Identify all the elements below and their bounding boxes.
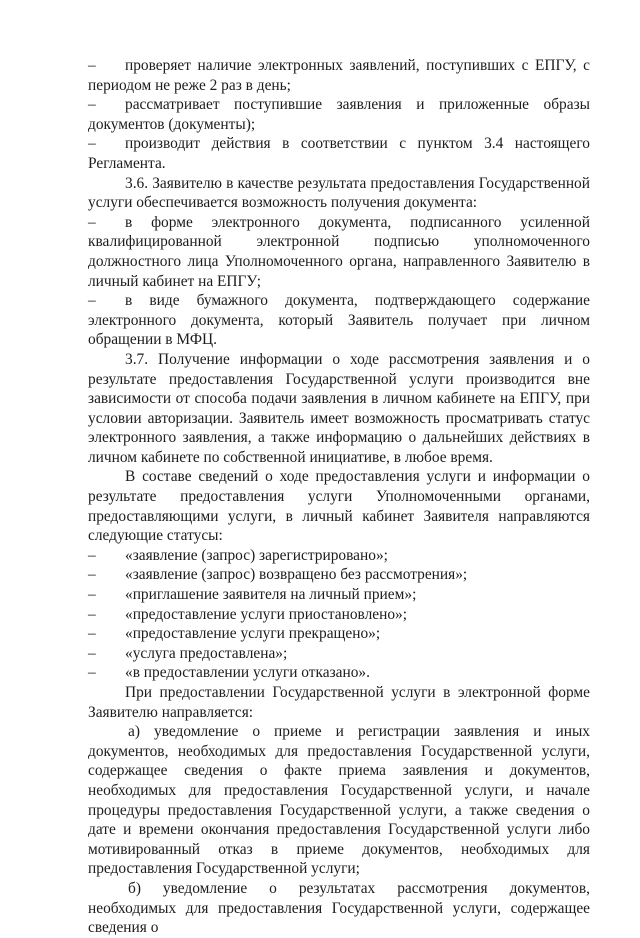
paragraph-3-6: 3.6. Заявителю в качестве результата предоставления Государственной услуги обеспечивается возможность получения документа: bbox=[88, 174, 590, 212]
dash-marker: – bbox=[88, 644, 96, 662]
paragraph-statuses-intro: В составе сведений о ходе предоставления услуги и информации о результате предоставления услуги Уполномоченными органами, предоставляющими услуги, в личный кабинет Заявителя направляются следующие статусы: bbox=[88, 468, 590, 545]
document-body bbox=[88, 56, 590, 938]
status-text: «в предоставлении услуги отказано». bbox=[125, 664, 370, 682]
paragraph-electronic-form: При предоставлении Государственной услуги в электронной форме Заявителю направляется: bbox=[88, 684, 590, 721]
status-list-item bbox=[88, 644, 590, 664]
dash-marker: – bbox=[88, 586, 96, 604]
list-item-text: в виде бумажного документа, подтверждающего содержание электронного документа, который Заявитель получает при личном обращении в МФЦ. bbox=[88, 292, 590, 349]
dash-marker: – bbox=[88, 566, 96, 584]
dash-marker: – bbox=[88, 292, 96, 310]
dash-marker: – bbox=[88, 96, 96, 114]
status-list-item bbox=[88, 546, 590, 566]
list-item bbox=[88, 134, 590, 173]
status-list-item bbox=[88, 605, 590, 625]
status-text: «заявление (запрос) возвращено без рассмотрения»; bbox=[125, 566, 468, 584]
paragraph-3-7: 3.7. Получение информации о ходе рассмотрения заявления и о результате предоставления Государственной услуги производится вне зависимости от способа подачи заявления в личном кабинете на ЕПГУ, при условии авторизации. Заявитель имеет возможность просматривать статус электронного заявления, а также информацию о дальнейших действиях в личном кабинете по собственной инициативе, в любое время. bbox=[88, 350, 590, 466]
status-text: «услуга предоставлена»; bbox=[125, 644, 288, 662]
dash-marker: – bbox=[88, 135, 96, 153]
dash-marker: – bbox=[88, 213, 96, 231]
list-item bbox=[88, 56, 590, 95]
dash-marker: – bbox=[88, 546, 96, 564]
list-item bbox=[88, 95, 590, 134]
list-item-text: в форме электронного документа, подписанного усиленной квалифицированной электронной подписью уполномоченного должностного лица Уполномоченного органа, направленного Заявителю в личный кабинет на ЕПГУ; bbox=[88, 213, 590, 290]
dash-marker: – bbox=[88, 625, 96, 643]
list-item bbox=[88, 291, 590, 350]
status-text: «заявление (запрос) зарегистрировано»; bbox=[125, 546, 388, 564]
status-list-item bbox=[88, 663, 590, 683]
paragraph-item-b: б) уведомление о результатах рассмотрения документов, необходимых для предоставления Государственной услуги, содержащее сведения о bbox=[88, 879, 590, 937]
status-list-item bbox=[88, 565, 590, 585]
paragraph-item-a: а) уведомление о приеме и регистрации заявления и иных документов, необходимых для предоставления Государственной услуги, содержащее сведения о факте приема заявления и документов, необходимых для предоставления Государственной услуги, и начале процедуры предоставления Государственной услуги, а также сведения о дате и времени окончания предоставления Государственной услуги либо мотивированный отказ в приеме документов, необходимых для предоставления Государственной услуги; bbox=[88, 723, 590, 878]
status-list-item bbox=[88, 585, 590, 605]
status-text: «предоставление услуги приостановлено»; bbox=[125, 605, 407, 623]
dash-marker: – bbox=[88, 605, 96, 623]
list-item-text: проверяет наличие электронных заявлений, поступивших с ЕПГУ, с периодом не реже 2 раз в день; bbox=[88, 57, 590, 94]
list-item-text: производит действия в соответствии с пунктом 3.4 настоящего Регламента. bbox=[88, 135, 590, 172]
status-list-item bbox=[88, 624, 590, 644]
list-item-text: рассматривает поступившие заявления и приложенные образы документов (документы); bbox=[88, 96, 590, 133]
dash-marker: – bbox=[88, 57, 96, 74]
status-text: «предоставление услуги прекращено»; bbox=[125, 625, 381, 643]
list-item bbox=[88, 213, 590, 291]
dash-marker: – bbox=[88, 664, 96, 682]
status-text: «приглашение заявителя на личный прием»; bbox=[125, 586, 417, 604]
